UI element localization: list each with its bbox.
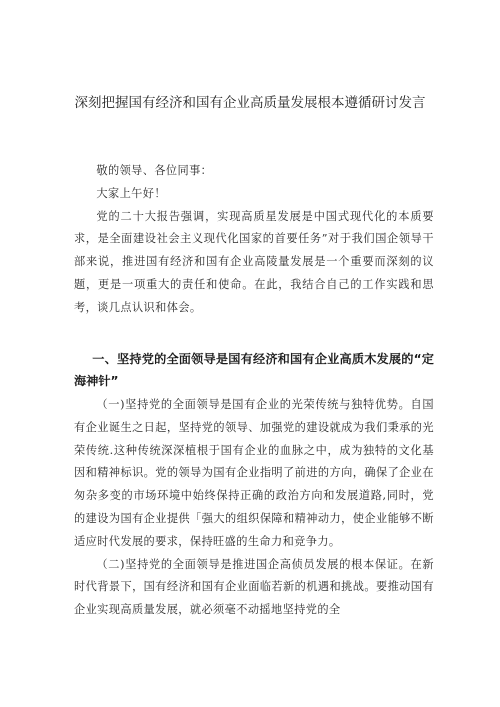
section-heading <box>74 348 434 392</box>
greeting: 大家上午好！ <box>96 186 166 200</box>
section-1-heading: 一、坚持党的全面领导是国有经济和国有企业高质木发展的“定海神针” <box>74 352 434 388</box>
document-title: 深刻把握国有经济和国有企业高质量发展根本遵循研讨发言 <box>74 95 426 111</box>
section-1-paragraph-2: （二)坚持党的全面领导是推进国企高侦员发展的根本保证。在新时代背景下，国有经济和国有企业面临若新的机遇和挑战。要推动国有企业实现高质量发展，就必须毫不动摇地坚持党的全 <box>74 557 434 617</box>
intro-paragraph: 党的二十大报告强调，实现高质星发展是中国式现代化的本质要求，是全面建设社会主义现代化国家的首要任务”对于我们国企领导干部来说，推进国有经济和国有企业高陵量发展是一个重要而深刻的议题，更是一项重大的责任和使命。在此，我结合自己的工作实践和思考，谈几点认识和体会。 <box>74 209 434 314</box>
salutation: 敬的领导、各位同事： <box>96 164 213 177</box>
opening-block <box>74 160 434 320</box>
section-1-paragraph-1: （一)坚持党的全面领导是国有企业的光荣传统与独特优势。自国有企业诞生之日起，坚持党的领导、加强党的建设就成为我们秉承的光荣传统.这种传统深深植根于国有企业的血脉之中，成为独特的文化基因和精神标识。党的领导为国有企业指明了前进的方向，确保了企业在匆杂多变的市场环境中始终保持正确的政治方向和发展道路,同时，党的建设为国有企业提供「强大的组织保障和精神动力，使企业能够不断适应时代发展的要求，保持旺盛的生命力和竞争力。 <box>74 398 434 548</box>
section-1-body <box>74 394 434 622</box>
